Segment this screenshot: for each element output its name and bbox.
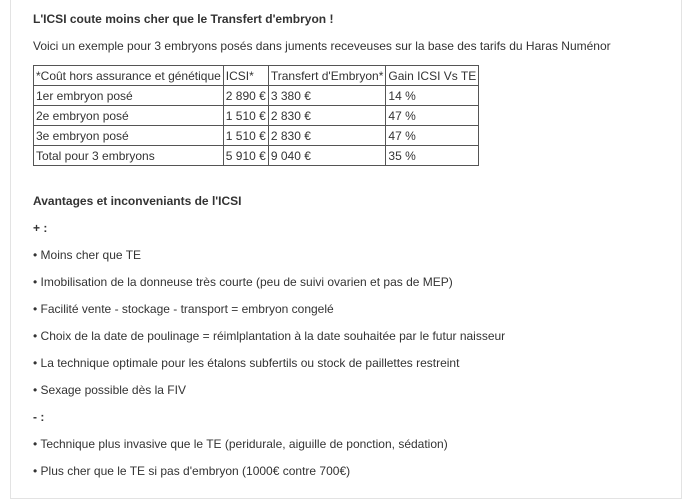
table-cell: 35 % [386, 146, 479, 166]
table-cell: 1 510 € [223, 126, 268, 146]
table-header-cell: ICSI* [223, 66, 268, 86]
table-header-cell: *Coût hors assurance et génétique [34, 66, 224, 86]
table-cell: 3 380 € [268, 86, 386, 106]
intro-paragraph: Voici un exemple pour 3 embryons posés dans juments receveuses sur la base des tarifs du Haras Numénor [33, 39, 611, 53]
table-header-cell: Gain ICSI Vs TE [386, 66, 479, 86]
list-item: • Plus cher que le TE si pas d'embryon (1000€ contre 700€) [33, 464, 351, 478]
list-item: • Imobilisation de la donneuse très courte (peu de suivi ovarien et pas de MEP) [33, 275, 453, 289]
content-frame [10, 0, 682, 499]
list-item: • Facilité vente - stockage - transport = embryon congelé [33, 302, 334, 316]
table-cell: 2 890 € [223, 86, 268, 106]
table-cell: 2 830 € [268, 106, 386, 126]
list-item: • Moins cher que TE [33, 248, 142, 262]
list-item: • Sexage possible dès la FIV [33, 383, 186, 397]
list-item: • Technique plus invasive que le TE (peridurale, aiguille de ponction, sédation) [33, 437, 448, 451]
table-header-cell: Transfert d'Embryon* [268, 66, 386, 86]
table-cell: 1er embryon posé [34, 86, 224, 106]
table-row [34, 126, 479, 146]
table-cell: 2e embryon posé [34, 106, 224, 126]
list-item: • La technique optimale pour les étalons subfertils ou stock de paillettes restreint [33, 356, 460, 370]
table-header-row [34, 66, 479, 86]
table-row [34, 106, 479, 126]
table-cell: 1 510 € [223, 106, 268, 126]
disadvantages-label: - : [33, 410, 45, 424]
table-cell: 2 830 € [268, 126, 386, 146]
table-cell: 5 910 € [223, 146, 268, 166]
section-heading: Avantages et inconveniants de l'ICSI [33, 194, 242, 208]
article-title: L'ICSI coute moins cher que le Transfert d'embryon ! [33, 12, 334, 26]
table-row [34, 146, 479, 166]
pricing-table [33, 65, 479, 166]
table-cell: Total pour 3 embryons [34, 146, 224, 166]
table-cell: 3e embryon posé [34, 126, 224, 146]
table-cell: 47 % [386, 106, 479, 126]
table-cell: 9 040 € [268, 146, 386, 166]
table-cell: 14 % [386, 86, 479, 106]
advantages-label: + : [33, 221, 48, 235]
table-cell: 47 % [386, 126, 479, 146]
list-item: • Choix de la date de poulinage = réimlplantation à la date souhaitée par le futur naisseur [33, 329, 506, 343]
table-row [34, 86, 479, 106]
